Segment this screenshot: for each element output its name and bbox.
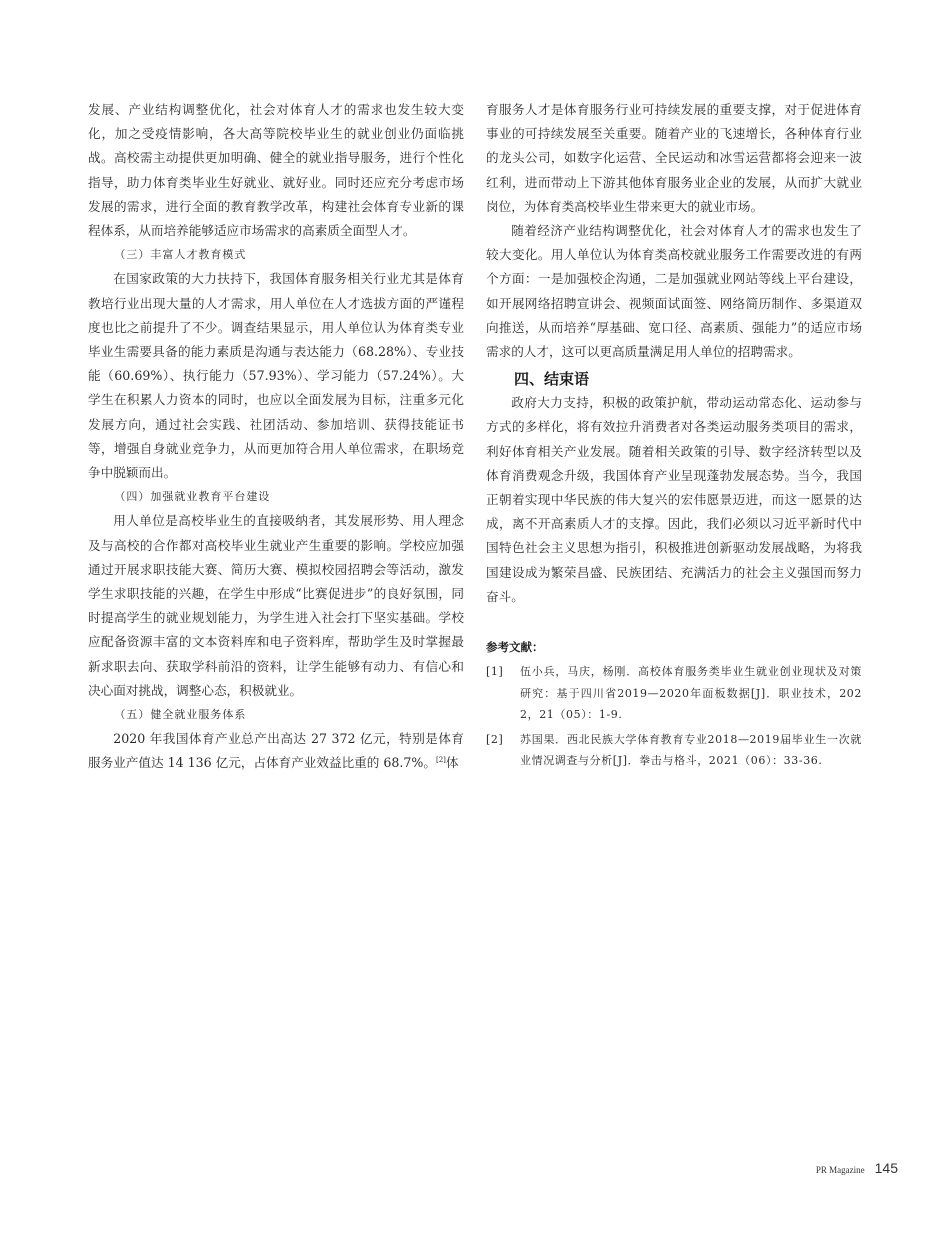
magazine-name: PR Magazine [815, 1165, 865, 1175]
references-heading: 参考文献： [486, 640, 544, 655]
body-paragraph: 用人单位是高校毕业生的直接吸纳者，其发展形势、用人理念及与高校的合作都对高校毕业生就业产生重要的影响。学校应加强通过开展求职技能大赛、简历大赛、模拟校园招聘会等活动，激发学生求职技能的兴趣，在学生中形成“比赛促进步”的良好氛围，同时提高学生的就业规划能力，为学生进入社会打下坚实基础。学校应配备资源丰富的文本资料库和电子资料库，帮助学生及时掌握最新求职去向、获取学科前沿的资料，让学生能够有动力、有信心和决心面对挑战，调整心态，积极就业。 [88, 513, 464, 698]
paragraph-tail: 体 [445, 755, 459, 771]
body-paragraph: 育服务人才是体育服务行业可持续发展的重要支撑，对于促进体育事业的可持续发展至关重要。随着产业的飞速增长，各种体育行业的龙头公司，如数字化运营、全民运动和冰雪运营都将会迎来一波红利，进而带动上下游其他体育服务业企业的发展，从而扩大就业岗位，为体育类高校毕业生带来更大的就业市场。 [486, 102, 862, 214]
body-paragraph: 在国家政策的大力扶持下，我国体育服务相关行业尤其是体育教培行业出现大量的人才需求，用人单位在人才选拔方面的严谨程度也比之前提升了不少。调查结果显示，用人单位认为体育类专业毕业生需要具备的能力素质是沟通与表达能力（68.28%）、专业技能（60.69%）、执行能力（57.93%）、学习能力（57.24%）。大学生在积累人力资本的同时，也应以全面发展为目标，注重多元化发展方向，通过社会实践、社团活动、参加培训、获得技能证书等，增强自身就业竞争力，从而更加符合用人单位需求，在职场竞争中脱颖而出。 [88, 271, 464, 481]
paragraph-text: 2020 年我国体育产业总产出高达 27 372 亿元，特别是体育服务业产值达 14 136 亿元，占体育产业效益比重的 68.7%。 [88, 731, 464, 771]
right-column [486, 98, 862, 775]
body-paragraph: 政府大力支持，积极的政策护航，带动运动常态化、运动参与方式的多样化，将有效拉升消费者对各类运动服务类项目的需求，利好体育相关产业发展。随着相关政策的引导、数字经济转型以及体育消费观念升级，我国体育产业呈现蓬勃发展态势。当今，我国正朝着实现中华民族的伟大复兴的宏伟愿景迈进，而这一愿景的达成，离不开高素质人才的支撑。因此，我们必须以习近平新时代中国特色社会主义思想为指引，积极推进创新驱动发展战略，为将我国建设成为繁荣昌盛、民族团结、充满活力的社会主义强国而努力奋斗。 [486, 395, 862, 604]
subsection-heading-4: （四）加强就业教育平台建设 [114, 490, 271, 504]
reference-number: [1] [486, 665, 504, 679]
reference-text: 伍小兵，马庆，杨刚．高校体育服务类毕业生就业创业现状及对策研究：基于四川省2019—2020年面板数据[J]．职业技术，2022，21（05）：1-9. [520, 665, 862, 722]
left-column [88, 98, 464, 776]
section-title: 四、结束语 [514, 370, 590, 389]
reference-number: [2] [486, 732, 504, 746]
body-paragraph: 发展、产业结构调整优化，社会对体育人才的需求也发生较大变化，加之受疫情影响，各大高等院校毕业生的就业创业仍面临挑战。高校需主动提供更加明确、健全的就业指导服务，进行个性化指导，助力体育类毕业生好就业、就好业。同时还应充分考虑市场发展的需求，进行全面的教育教学改革，构建社会体育专业新的课程体系，从而培养能够适应市场需求的高素质全面型人才。 [88, 102, 464, 239]
body-paragraph [88, 727, 464, 775]
reference-item [486, 661, 862, 726]
page-number: 145 [874, 1160, 898, 1176]
body-paragraph: 随着经济产业结构调整优化，社会对体育人才的需求也发生了较大变化。用人单位认为体育类高校就业服务工作需要改进的有两个方面：一是加强校企沟通，二是加强就业网站等线上平台建设，如开展网络招聘宣讲会、视频面试面签、网络简历制作、多渠道双向推送，从而培养“厚基础、宽口径、高素质、强能力”的适应市场需求的人才，这可以更高质量满足用人单位的招聘需求。 [486, 223, 862, 360]
subsection-heading-3: （三）丰富人才教育模式 [114, 248, 247, 262]
page-footer [816, 1160, 898, 1176]
subsection-heading-5: （五）健全就业服务体系 [114, 708, 247, 722]
reference-item [486, 729, 862, 772]
reference-text: 苏国果．西北民族大学体育教育专业2018—2019届毕业生一次就业情况调查与分析[J]．拳击与格斗，2021（06）：33-36. [520, 732, 862, 768]
citation-mark[interactable]: [2] [435, 756, 446, 765]
